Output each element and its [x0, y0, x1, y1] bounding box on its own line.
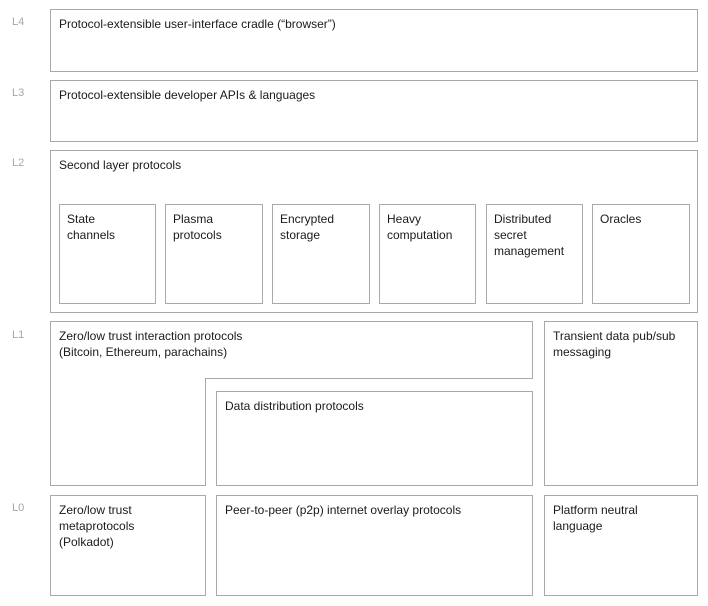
pubsub-messaging-box: [544, 321, 698, 486]
level-label-l1: L1: [12, 329, 25, 341]
level-label-l4: L4: [12, 16, 25, 28]
p2p-overlay-label: Peer-to-peer (p2p) internet overlay protocols: [225, 503, 462, 517]
metaprotocols-label: Zero/low trust metaprotocols (Polkadot): [59, 503, 135, 549]
heavy-computation-label: Heavy computation: [387, 212, 453, 242]
state-channels-label: State channels: [67, 212, 116, 242]
level-label-l2: L2: [12, 157, 25, 169]
plasma-protocols-label: Plasma protocols: [173, 212, 222, 242]
p2p-overlay-box: [216, 495, 533, 596]
level-label-l3: L3: [12, 87, 25, 99]
metaprotocols-box: [50, 495, 206, 596]
oracles-label: Oracles: [600, 212, 642, 226]
data-distribution-label: Data distribution protocols: [225, 399, 364, 413]
browser-cradle-label: Protocol-extensible user-interface cradle (“browser”): [59, 17, 336, 31]
second-layer-label: Second layer protocols: [59, 158, 182, 172]
secret-management-label: Distributed secret management: [494, 212, 565, 258]
data-distribution-box: [216, 391, 533, 486]
pubsub-messaging-label: Transient data pub/sub messaging: [553, 329, 676, 359]
trust-protocols-label: Zero/low trust interaction protocols (Bitcoin, Ethereum, parachains): [59, 329, 243, 359]
platform-language-box: [544, 495, 698, 596]
encrypted-storage-label: Encrypted storage: [280, 212, 335, 242]
platform-language-label: Platform neutral language: [553, 503, 638, 533]
level-label-l0: L0: [12, 502, 25, 514]
developer-apis-label: Protocol-extensible developer APIs & languages: [59, 88, 316, 102]
